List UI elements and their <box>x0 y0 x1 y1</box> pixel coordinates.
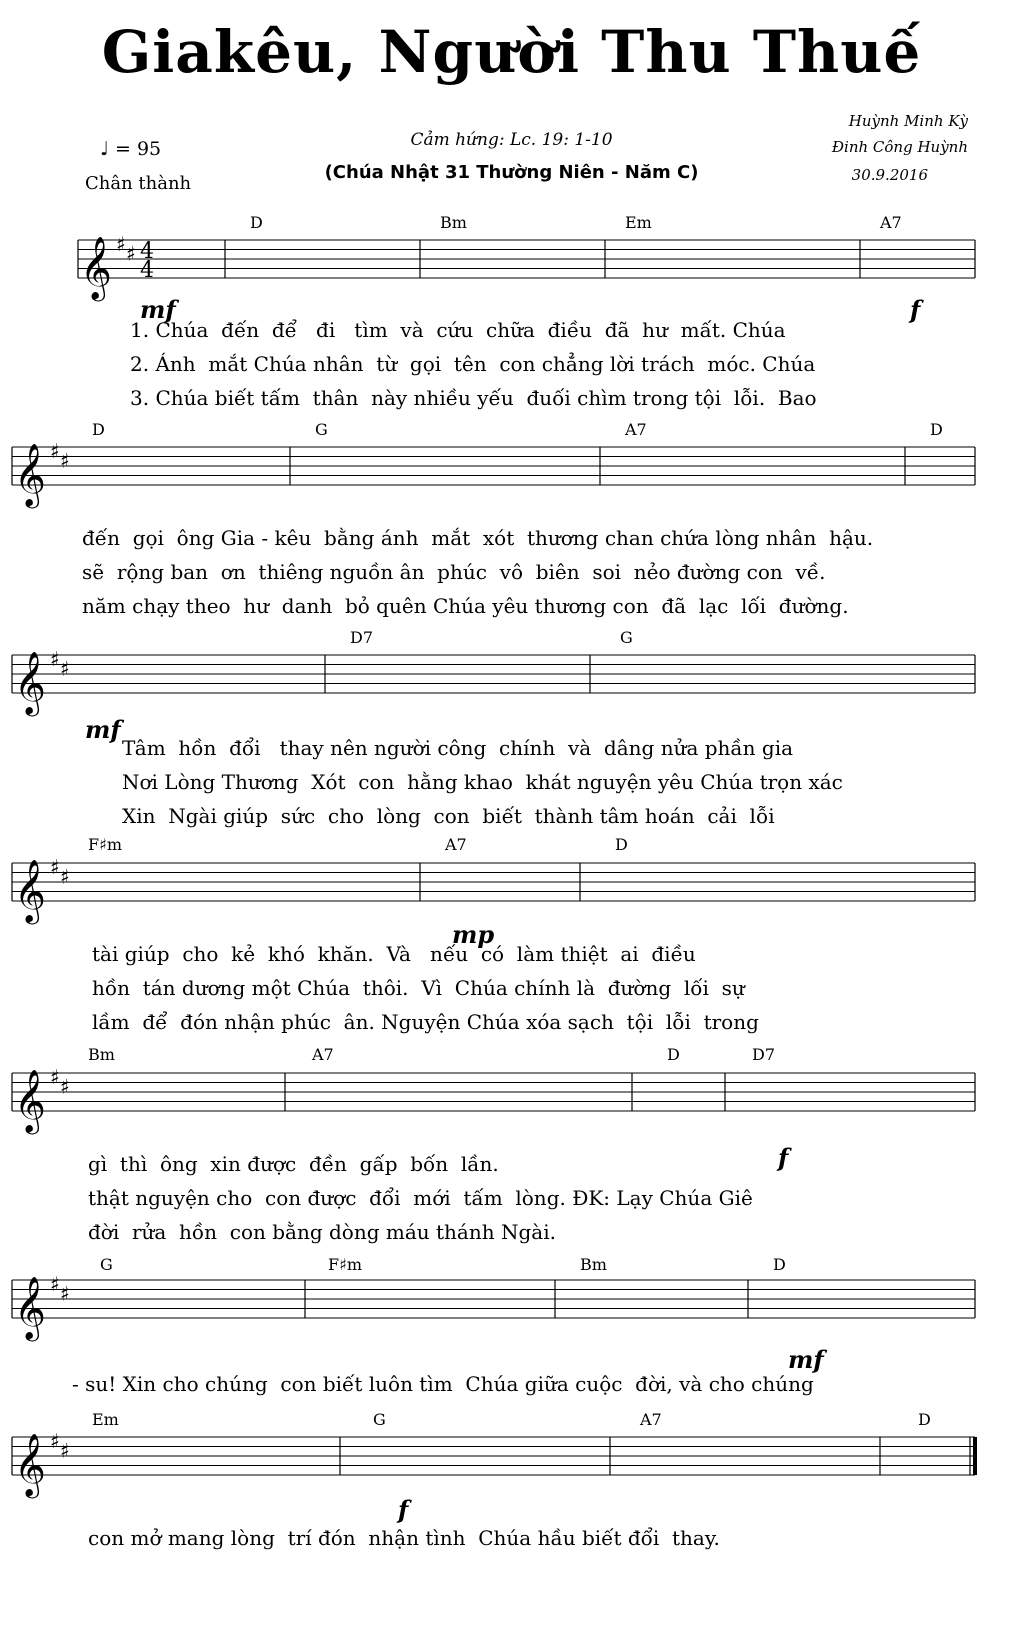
chord: A7 <box>880 213 902 232</box>
lyric-line: - su! Xin cho chúng con biết luôn tìm Chúa giữa cuộc đời, và cho chúng <box>72 1372 814 1396</box>
key-signature-sharp: ♯ <box>50 1064 60 1089</box>
lyric-line: gì thì ông xin được đền gấp bốn lần. <box>88 1152 499 1176</box>
chord: D7 <box>752 1045 776 1064</box>
dynamic-mark: mp <box>452 920 495 949</box>
lyric-line: 3. Chúa biết tấm thân này nhiều yếu đuối chìm trong tội lỗi. Bao <box>130 386 817 410</box>
chord: D <box>773 1255 786 1274</box>
key-signature-sharp: ♯ <box>60 1074 70 1099</box>
credit-arranger: Đinh Công Huỳnh <box>831 138 968 156</box>
chord: Em <box>625 213 652 232</box>
treble-clef: 𝄞 <box>14 651 46 714</box>
chord: D <box>918 1410 931 1429</box>
key-signature-sharp: ♯ <box>60 1281 70 1306</box>
chord: D <box>930 420 943 439</box>
treble-clef: 𝄞 <box>14 859 46 922</box>
lyric-line: 1. Chúa đến để đi tìm và cứu chữa điều đã hư mất. Chúa <box>130 318 786 342</box>
chord: A7 <box>625 420 647 439</box>
lyric-line: Nơi Lòng Thương Xót con hằng khao khát nguyện yêu Chúa trọn xác <box>122 770 843 794</box>
key-signature-sharp: ♯ <box>116 231 126 256</box>
key-signature-sharp: ♯ <box>50 1428 60 1453</box>
dynamic-mark: mf <box>140 295 176 324</box>
song-title: Giakêu, Người Thu Thuế <box>101 18 922 86</box>
dynamic-mark: mf <box>85 715 121 744</box>
expression-marking: Chân thành <box>85 173 192 194</box>
key-signature-sharp: ♯ <box>126 241 136 266</box>
treble-clef: 𝄞 <box>14 1276 46 1339</box>
chord: Em <box>92 1410 119 1429</box>
treble-clef: 𝄞 <box>14 443 46 506</box>
lyric-line: 2. Ánh mắt Chúa nhân từ gọi tên con chẳng lời trách móc. Chúa <box>130 352 816 376</box>
lyric-line: năm chạy theo hư danh bỏ quên Chúa yêu thương con đã lạc lối đường. <box>82 594 849 618</box>
key-signature-sharp: ♯ <box>50 646 60 671</box>
tempo-marking: ♩ = 95 <box>100 138 162 160</box>
chord: A7 <box>312 1045 334 1064</box>
lyric-line: thật nguyện cho con được đổi mới tấm lòng. ĐK: Lạy Chúa Giê <box>88 1186 753 1210</box>
key-signature-sharp: ♯ <box>60 448 70 473</box>
time-signature: 4 <box>140 258 154 283</box>
chord: A7 <box>445 835 467 854</box>
inspiration-line: Cảm hứng: Lc. 19: 1-10 <box>410 130 613 150</box>
lyric-line: đời rửa hồn con bằng dòng máu thánh Ngài. <box>88 1220 556 1244</box>
chord: G <box>373 1410 386 1429</box>
lyric-line: Tâm hồn đổi thay nên người công chính và dâng nửa phần gia <box>122 736 794 760</box>
dynamic-mark: f <box>778 1143 789 1172</box>
key-signature-sharp: ♯ <box>50 1271 60 1296</box>
lyric-line: hồn tán dương một Chúa thôi. Vì Chúa chính là đường lối sự <box>92 976 745 1000</box>
key-signature-sharp: ♯ <box>60 1438 70 1463</box>
treble-clef: 𝄞 <box>14 1433 46 1496</box>
lyric-line: đến gọi ông Gia - kêu bằng ánh mắt xót thương chan chứa lòng nhân hậu. <box>82 526 874 550</box>
chord: G <box>315 420 328 439</box>
credit-date: 30.9.2016 <box>851 166 928 184</box>
key-signature-sharp: ♯ <box>60 864 70 889</box>
dynamic-mark: mf <box>788 1345 824 1374</box>
chord: F♯m <box>328 1255 363 1274</box>
credit-author: Huỳnh Minh Kỳ <box>848 112 968 130</box>
time-signature: 4 <box>140 239 154 264</box>
subtitle: (Chúa Nhật 31 Thường Niên - Năm C) <box>324 162 699 183</box>
chord: F♯m <box>88 835 123 854</box>
lyric-line: con mở mang lòng trí đón nhận tình Chúa hầu biết đổi thay. <box>88 1526 720 1550</box>
lyric-line: sẽ rộng ban ơn thiêng nguồn ân phúc vô biên soi nẻo đường con về. <box>82 560 826 584</box>
lyric-line: lầm để đón nhận phúc ân. Nguyện Chúa xóa sạch tội lỗi trong <box>92 1010 759 1034</box>
chord: G <box>620 628 633 647</box>
treble-clef: 𝄞 <box>80 236 112 299</box>
key-signature-sharp: ♯ <box>50 854 60 879</box>
chord: Bm <box>580 1255 607 1274</box>
chord: Bm <box>440 213 467 232</box>
treble-clef: 𝄞 <box>14 1069 46 1132</box>
dynamic-mark: f <box>398 1495 409 1524</box>
dynamic-mark: f <box>910 295 921 324</box>
chord: Bm <box>88 1045 115 1064</box>
chord: D7 <box>350 628 374 647</box>
chord: D <box>250 213 263 232</box>
chord: D <box>92 420 105 439</box>
chord: G <box>100 1255 113 1274</box>
chord: D <box>615 835 628 854</box>
key-signature-sharp: ♯ <box>60 656 70 681</box>
lyric-line: Xin Ngài giúp sức cho lòng con biết thành tâm hoán cải lỗi <box>122 804 775 828</box>
lyric-line: tài giúp cho kẻ khó khăn. Và nếu có làm thiệt ai điều <box>92 942 696 966</box>
key-signature-sharp: ♯ <box>50 438 60 463</box>
chord: D <box>667 1045 680 1064</box>
chord: A7 <box>640 1410 662 1429</box>
